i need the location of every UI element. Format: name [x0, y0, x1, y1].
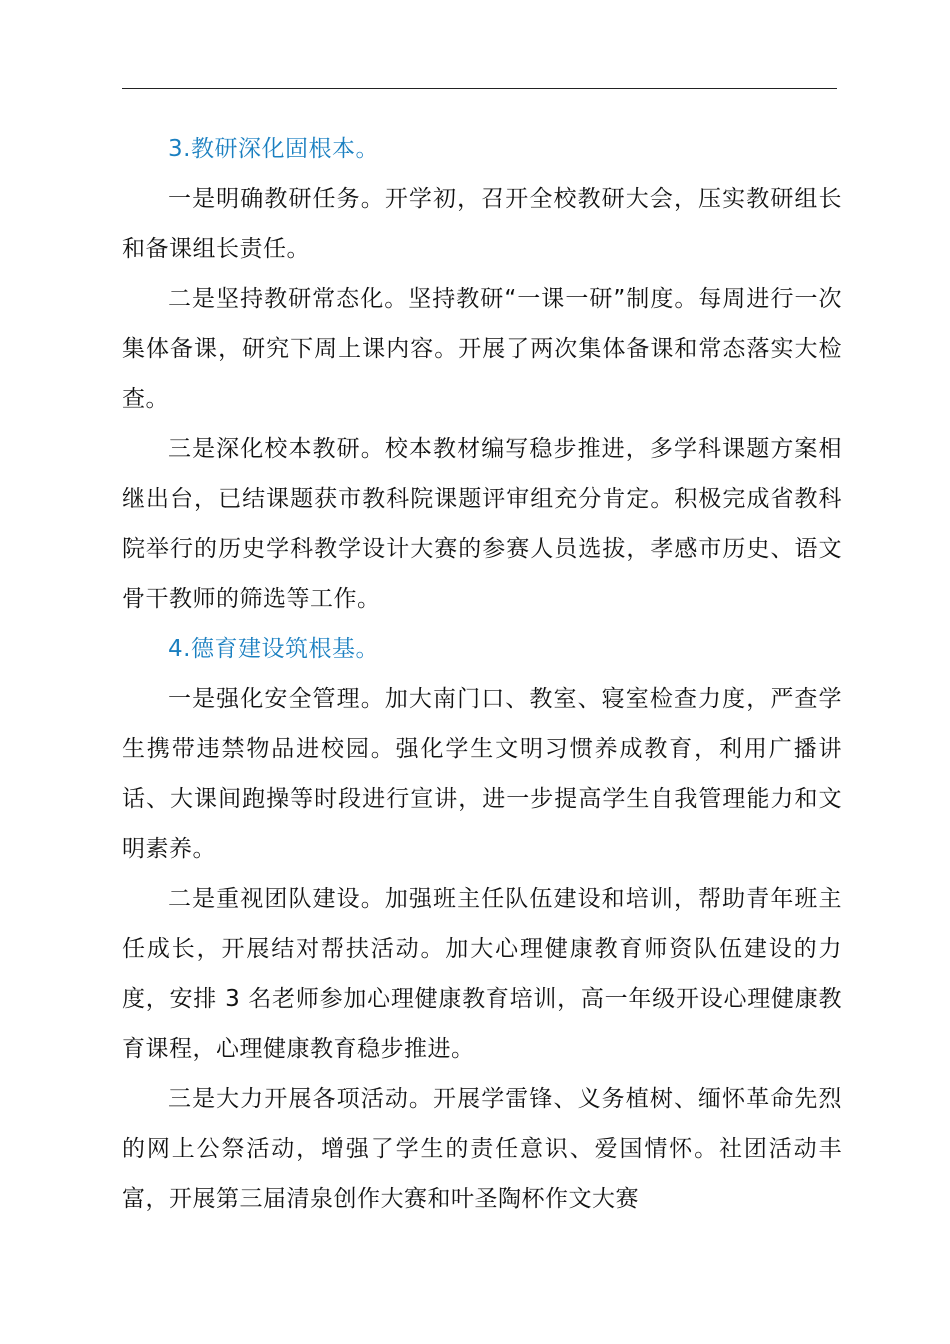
section-heading-3: 3.教研深化固根本。	[168, 136, 379, 162]
paragraph-safety-management: 一是强化安全管理。加大南门口、教室、寝室检查力度，严查学生携带违禁物品进校园。强化学生文明习惯养成教育，利用广播讲话、大课间跑操等时段进行宣讲，进一步提高学生自我管理能力和文明素养。	[122, 686, 842, 862]
paragraph-teaching-tasks: 一是明确教研任务。开学初，召开全校教研大会，压实教研组长和备课组长责任。	[122, 186, 842, 262]
document-body	[122, 124, 842, 1224]
paragraph-activities: 三是大力开展各项活动。开展学雷锋、义务植树、缅怀革命先烈的网上公祭活动，增强了学生的责任意识、爱国情怀。社团活动丰富，开展第三届清泉创作大赛和叶圣陶杯作文大赛	[122, 1086, 842, 1212]
paragraph-school-research: 三是深化校本教研。校本教材编写稳步推进，多学科课题方案相继出台，已结课题获市教科院课题评审组充分肯定。积极完成省教科院举行的历史学科教学设计大赛的参赛人员选拔，孝感市历史、语文骨干教师的筛选等工作。	[122, 436, 842, 612]
header-rule	[122, 88, 837, 89]
section-heading-4: 4.德育建设筑根基。	[168, 636, 379, 662]
paragraph-team-building: 二是重视团队建设。加强班主任队伍建设和培训，帮助青年班主任成长，开展结对帮扶活动。加大心理健康教育师资队伍建设的力度，安排 3 名老师参加心理健康教育培训，高一年级开设心理健康教育课程，心理健康教育稳步推进。	[122, 886, 842, 1062]
paragraph-teaching-routine: 二是坚持教研常态化。坚持教研“一课一研”制度。每周进行一次集体备课，研究下周上课内容。开展了两次集体备课和常态落实大检查。	[122, 286, 842, 412]
